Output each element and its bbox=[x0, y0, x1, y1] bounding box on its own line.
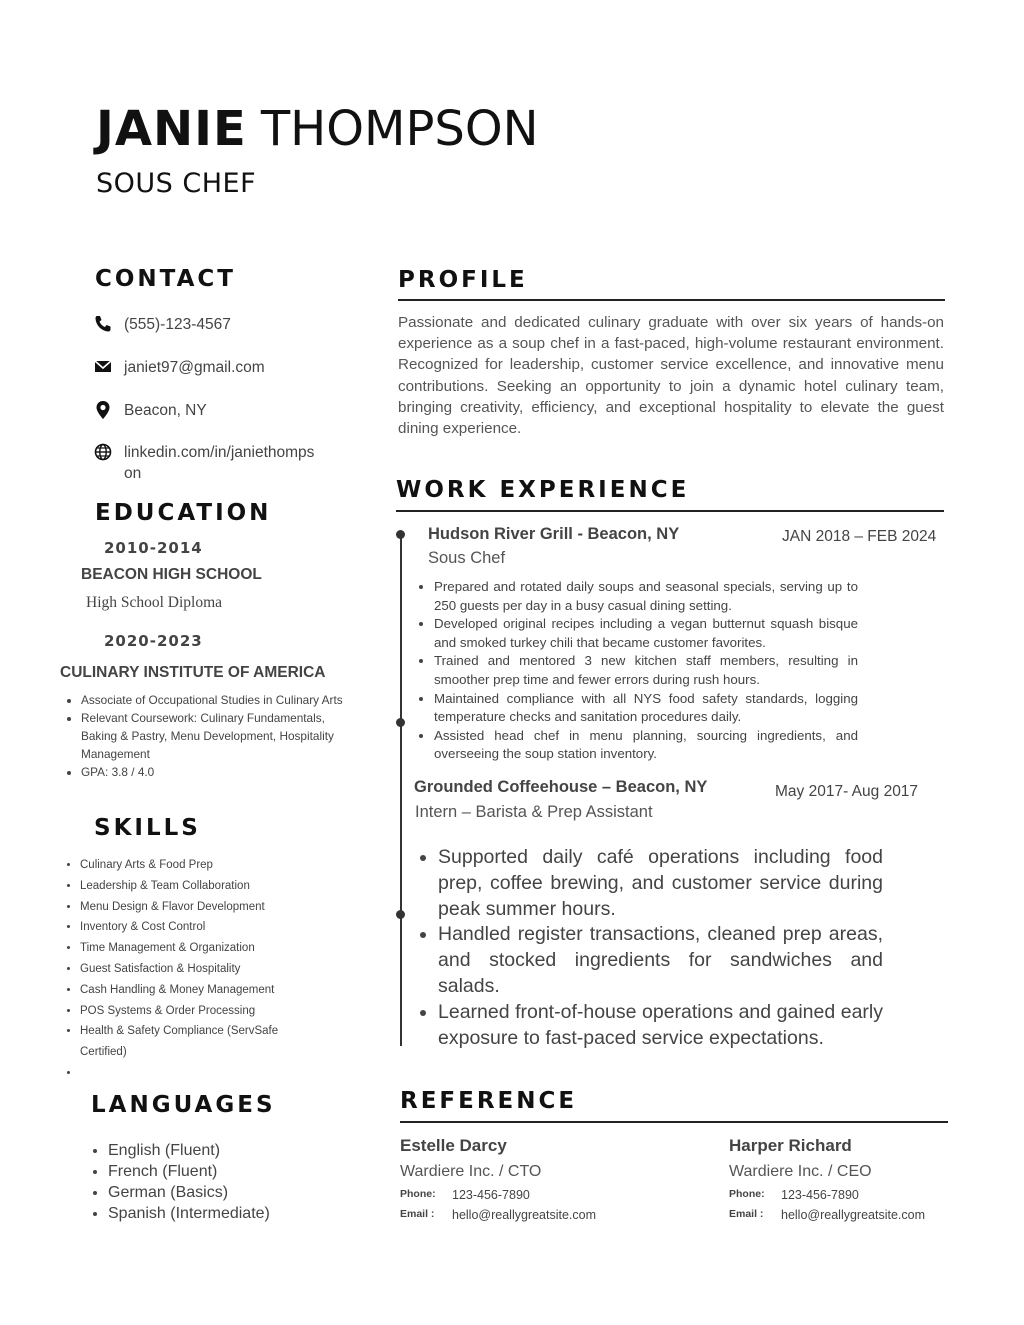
contact-heading: CONTACT bbox=[95, 266, 236, 292]
contact-email-text: janiet97@gmail.com bbox=[124, 359, 265, 376]
reference-phone-value: 123-456-7890 bbox=[452, 1188, 530, 1202]
location-icon bbox=[93, 400, 113, 420]
education-heading: EDUCATION bbox=[95, 500, 272, 526]
reference-heading: REFERENCE bbox=[400, 1088, 578, 1114]
work-heading: WORK EXPERIENCE bbox=[396, 477, 690, 503]
list-item: • Guest Satisfaction & Hospitality bbox=[80, 959, 295, 980]
phone-label: Phone: bbox=[729, 1188, 765, 1200]
work-divider bbox=[396, 510, 944, 512]
reference-email-value[interactable]: hello@reallygreatsite.com bbox=[452, 1208, 597, 1222]
list-item: • Developed original recipes including a vegan butternut squash bisque and smoked turkey chili that became customer favorites. bbox=[434, 615, 858, 652]
job-bullets-1 bbox=[416, 578, 858, 764]
languages-list bbox=[90, 1140, 338, 1224]
job-company-2: Grounded Coffeehouse – Beacon, NY bbox=[414, 778, 708, 796]
job-title: SOUS CHEF bbox=[96, 168, 257, 199]
list-item: • POS Systems & Order Processing bbox=[80, 1001, 295, 1022]
phone-icon bbox=[93, 314, 113, 334]
list-item: • Learned front-of-house operations and gained early exposure to fast-paced service expectations. bbox=[438, 1000, 883, 1052]
last-name: THOMPSON bbox=[260, 101, 539, 157]
reference-company-2: Wardiere Inc. / CEO bbox=[729, 1163, 872, 1180]
reference-phone-2 bbox=[729, 1188, 859, 1202]
reference-name-1: Estelle Darcy bbox=[400, 1136, 507, 1155]
list-item bbox=[80, 1063, 295, 1084]
profile-text: Passionate and dedicated culinary graduate with over six years of hands-on experience as a soup chef in a fast-paced, high-volume restaurant environment. Recognized for leadership, customer service excellence, and innovative menu contributions. Seeking an opportunity to join a dynamic hotel culinary team, bringing creativity, efficiency, and exceptional hospitality to elevate the guest dining experience. bbox=[398, 314, 944, 438]
skills-heading: SKILLS bbox=[94, 815, 201, 841]
profile-heading: PROFILE bbox=[398, 267, 528, 293]
email-icon bbox=[93, 357, 113, 377]
reference-email-value[interactable]: hello@reallygreatsite.com bbox=[781, 1208, 926, 1222]
timeline-line bbox=[400, 534, 402, 1046]
list-item: • Associate of Occupational Studies in Culinary Arts bbox=[81, 691, 346, 709]
timeline-dot bbox=[396, 530, 405, 539]
contact-email bbox=[93, 357, 324, 378]
reference-phone-1 bbox=[400, 1188, 530, 1202]
phone-label: Phone: bbox=[400, 1188, 436, 1200]
job-role-2: Intern – Barista & Prep Assistant bbox=[415, 803, 653, 821]
list-item: • Supported daily café operations including food prep, coffee brewing, and customer service during peak summer hours. bbox=[438, 845, 883, 922]
contact-location bbox=[93, 400, 324, 421]
list-item: • Handled register transactions, cleaned prep areas, and stocked ingredients for sandwiches and salads. bbox=[438, 922, 883, 999]
email-label: Email : bbox=[400, 1208, 435, 1220]
list-item: • Culinary Arts & Food Prep bbox=[80, 855, 295, 876]
first-name: JANIE bbox=[96, 101, 247, 157]
reference-phone-value: 123-456-7890 bbox=[781, 1188, 859, 1202]
list-item: • GPA: 3.8 / 4.0 bbox=[81, 763, 346, 781]
list-item: • French (Fluent) bbox=[108, 1161, 338, 1182]
reference-email-1 bbox=[400, 1208, 596, 1222]
reference-company-1: Wardiere Inc. / CTO bbox=[400, 1163, 542, 1180]
contact-linkedin-text[interactable]: linkedin.com/in/janiethompson bbox=[124, 444, 315, 482]
list-item: • Time Management & Organization bbox=[80, 938, 295, 959]
education-years-2: 2020-2023 bbox=[104, 632, 203, 650]
job-role-1: Sous Chef bbox=[428, 549, 506, 567]
job-dates-2: May 2017- Aug 2017 bbox=[775, 783, 919, 800]
education-details bbox=[61, 691, 346, 781]
education-degree-1: High School Diploma bbox=[86, 594, 223, 611]
job-bullets-2 bbox=[415, 845, 883, 1051]
reference-name-2: Harper Richard bbox=[729, 1136, 852, 1155]
contact-phone-text: (555)-123-4567 bbox=[124, 316, 231, 333]
list-item: • Health & Safety Compliance (ServSafe Certified) bbox=[80, 1021, 295, 1063]
email-label: Email : bbox=[729, 1208, 764, 1220]
list-item: • Menu Design & Flavor Development bbox=[80, 897, 295, 918]
list-item: • English (Fluent) bbox=[108, 1140, 338, 1161]
timeline-dot bbox=[396, 910, 405, 919]
list-item: • Spanish (Intermediate) bbox=[108, 1203, 338, 1224]
languages-heading: LANGUAGES bbox=[91, 1092, 276, 1118]
candidate-name bbox=[96, 98, 539, 158]
globe-icon bbox=[93, 442, 113, 462]
list-item: • Leadership & Team Collaboration bbox=[80, 876, 295, 897]
list-item: • Assisted head chef in menu planning, sourcing ingredients, and overseeing the soup station inventory. bbox=[434, 727, 858, 764]
contact-location-text: Beacon, NY bbox=[124, 402, 207, 419]
list-item: • Inventory & Cost Control bbox=[80, 917, 295, 938]
contact-phone bbox=[93, 314, 324, 335]
education-school-1: BEACON HIGH SCHOOL bbox=[81, 566, 262, 583]
list-item: • Prepared and rotated daily soups and seasonal specials, serving up to 250 guests per day in a busy casual dining setting. bbox=[434, 578, 858, 615]
profile-divider bbox=[398, 299, 945, 301]
education-years-1: 2010-2014 bbox=[104, 539, 203, 557]
list-item: • Maintained compliance with all NYS food safety standards, logging temperature checks and sanitation procedures daily. bbox=[434, 690, 858, 727]
timeline-dot bbox=[396, 718, 405, 727]
reference-email-2 bbox=[729, 1208, 925, 1222]
contact-linkedin[interactable] bbox=[93, 442, 320, 484]
reference-divider bbox=[400, 1121, 948, 1123]
list-item: • German (Basics) bbox=[108, 1182, 338, 1203]
list-item: • Relevant Coursework: Culinary Fundamentals, Baking & Pastry, Menu Development, Hospitality Management bbox=[81, 709, 346, 763]
list-item: • Trained and mentored 3 new kitchen staff members, resulting in smoother prep time and fewer errors during rush hours. bbox=[434, 652, 858, 689]
skills-list bbox=[61, 855, 295, 1084]
job-dates-1: JAN 2018 – FEB 2024 bbox=[782, 528, 937, 545]
education-school-2: CULINARY INSTITUTE OF AMERICA bbox=[60, 664, 326, 681]
list-item: • Cash Handling & Money Management bbox=[80, 980, 295, 1001]
job-company-1: Hudson River Grill - Beacon, NY bbox=[428, 525, 680, 543]
